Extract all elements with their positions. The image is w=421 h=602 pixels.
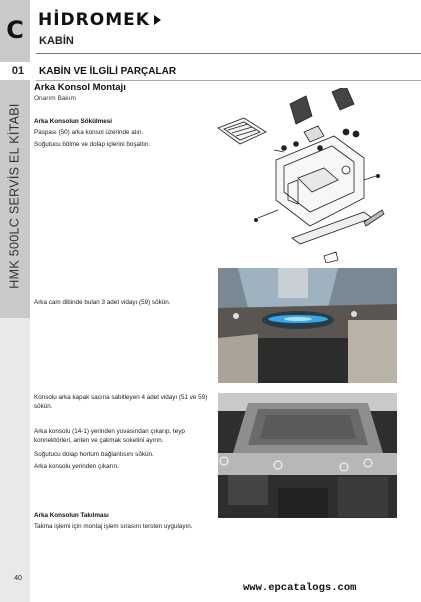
section-title: KABİN [39, 35, 74, 47]
footer-website[interactable]: www.epcatalogs.com [243, 582, 357, 594]
removal-step-2: Soğutucu bölme ve dolap içlerini boşaltın. [34, 141, 151, 148]
chapter-number: 01 [0, 62, 36, 80]
logo-triangle-icon [154, 15, 161, 25]
step-cover: Konsolu arka kapak sacına sabitleyen 4 adet vidayı (51 ve 59) sökün. [34, 394, 208, 410]
chapter-letter: C [6, 16, 24, 44]
heading-divider [36, 80, 421, 81]
install-title: Arka Konsolun Takılması [34, 512, 109, 519]
procedure-note: Onarım Bakım [34, 95, 76, 102]
step-remove: Arka konsolu yerinden çıkarın. [34, 463, 119, 470]
photo-rear-console [218, 393, 397, 518]
console-exploded-diagram [214, 88, 394, 263]
page-subheading: Arka Konsol Montajı [34, 82, 126, 93]
brand-name: HİDROMEK [38, 10, 150, 30]
brand-logo [38, 11, 161, 29]
manual-title-vertical [6, 96, 24, 296]
photo1-caption: Arka cam dibinde bulan 3 adet vidayı (59) sökün. [34, 299, 171, 306]
removal-title: Arka Konsolun Sökülmesi [34, 118, 113, 125]
step-console: Arka konsolu (14-1) yerinden yuvasından çıkarıp, teyp konnektörleri, anten ve çakmak soketini ayırın. [34, 428, 185, 444]
photo-rear-window-screws [218, 268, 397, 383]
page-heading: KABİN VE İLGİLİ PARÇALAR [39, 66, 177, 77]
install-text: Takma işlemi için montaj işlem sırasını tersten uygulayın. [34, 523, 193, 530]
header-divider [36, 53, 421, 54]
step-hose: Soğutucu dolap hortum bağlantısını sökün. [34, 451, 154, 458]
sidebar-lower-strip [0, 318, 30, 602]
page-number: 40 [14, 574, 22, 582]
manual-title-text: HMK 500LC SERVİS EL KİTABI [8, 103, 23, 289]
removal-step-1: Paspası (50) arka konsol üzerinde alın. [34, 129, 144, 136]
